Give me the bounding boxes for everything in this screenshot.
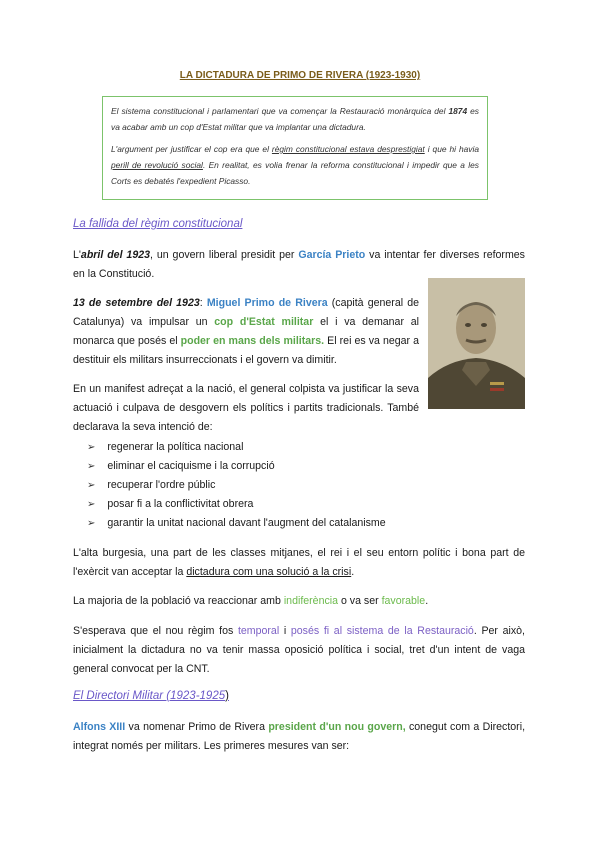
paragraph-nou-regim: S'esperava que el nou règim fos temporal i posés fi al sistema de la Restauració. Per això, inicialment la dictadura no va tenir massa oposició política i social, tret d'un intent de vaga general convocat per la CNT. [73, 625, 525, 675]
arrow-bullet-icon: ➢ [87, 442, 96, 453]
portrait-image-icon [428, 278, 525, 409]
list-item: ➢ garantir la unitat nacional davant l'augment del catalanisme [87, 514, 386, 533]
paragraph-poblacio: La majoria de la població va reaccionar amb indiferència o va ser favorable. [73, 595, 429, 607]
list-item: ➢ posar fi a la conflictivitat obrera [87, 495, 386, 514]
section-heading-fallida: La fallida del règim constitucional [73, 218, 243, 230]
paragraph-manifest: En un manifest adreçat a la nació, el general colpista va justificar la seva actuació i culpava de desgovern els polítics i partits tradicionals. També declarava la seva intenció de: [73, 383, 419, 433]
document-title: LA DICTADURA DE PRIMO DE RIVERA (1923-1930) [179, 70, 421, 81]
arrow-bullet-icon: ➢ [87, 480, 96, 491]
primo-de-rivera-portrait [428, 278, 525, 409]
paragraph-alta-burgesia: L'alta burgesia, una part de les classes mitjanes, el rei i el seu entorn polític i bona part de l'exèrcit van acceptar la dictadura com una solució a la crisi. [73, 547, 525, 578]
intentions-list [87, 438, 386, 533]
list-item: ➢ recuperar l'ordre públic [87, 476, 386, 495]
list-item: ➢ regenerar la política nacional [87, 438, 386, 457]
arrow-bullet-icon: ➢ [87, 518, 96, 529]
list-item: ➢ eliminar el caciquisme i la corrupció [87, 457, 386, 476]
arrow-bullet-icon: ➢ [87, 499, 96, 510]
summary-paragraph-2: L'argument per justificar el cop era que el règim constitucional estava desprestigiat i que hi havia perill de revolució social. En realitat, es volia frenar la reforma constitucional i impedir que a les Corts es debatés l'expedient Picasso. [111, 144, 480, 186]
paragraph-13-setembre: 13 de setembre del 1923: Miguel Primo de Rivera (capità general de Catalunya) va impulsar un cop d'Estat militar el i va demanar al monarca que posés el poder en mans dels militars. El rei es va negar a destituir els militars insurreccionats i el govern va dimitir. [73, 297, 419, 366]
summary-box [102, 96, 488, 200]
paragraph-alfons-xiii: Alfons XIII va nomenar Primo de Rivera president d'un nou govern, conegut com a Directori, integrat només per militars. Les primeres mesures van ser: [73, 721, 526, 752]
section-heading-directori: El Directori Militar (1923-1925) [73, 690, 229, 702]
summary-paragraph-1: El sistema constitucional i parlamentari que va començar la Restauració monàrquica del 1874 es va acabar amb un cop d'Estat militar que va implantar una dictadura. [111, 106, 479, 132]
paragraph-abril-1923: L'abril del 1923, un govern liberal presidit per García Prieto va intentar fer diverses reformes en la Constitució. [73, 249, 525, 280]
arrow-bullet-icon: ➢ [87, 461, 96, 472]
